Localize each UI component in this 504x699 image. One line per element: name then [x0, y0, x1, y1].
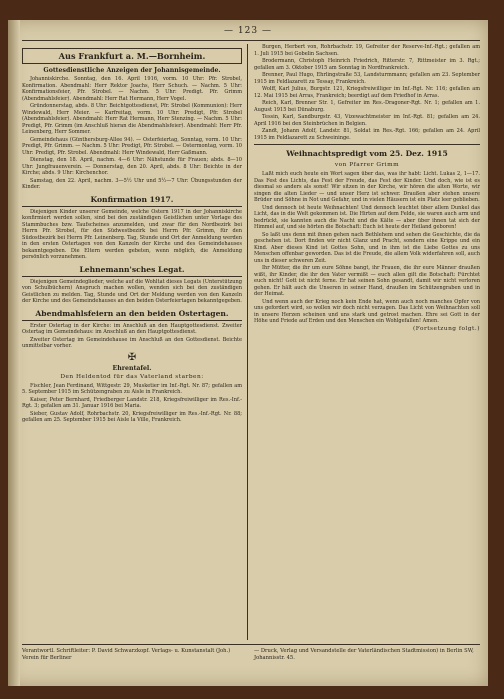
service-paragraph: Gründonnerstag, abds. 8 Uhr: Beichtgottesdienst, Pfr. Strobel (Kommunion): Herr Windewald, Herr Meier. — Karfreitag, vorm. 10 Uhr: Predigt, Pfr. Strobel (Abendmahlsfeier). Abendmahl: Herr Rat Hermann, Herr Stenzing. — Nachm. 5 Uhr: Predigt, Pfr. Grimm (im Anschluß hieran die Abendmahlsfeier). Abendmahl: Herr Pfr. Leinenberg, Herr Sommer.: [22, 103, 242, 135]
iron-cross-icon: ✠: [127, 351, 137, 363]
continuation-note: (Fortsetzung folgt.): [412, 325, 480, 332]
imprint-right: — Druck, Verlag und Versandstelle der Vaterländischen Stadtmission) in Berlin SW, Johannisstr. 45.: [254, 648, 474, 661]
legat-paragraph: Diejenigen Gemeindeglieder, welche auf die Wohltat dieses Legats (Unterstützung von Schulbüchern) Anspruch machen wollen, wenden sich bei den zuständigen Geistlichen zu melden. Tag, Stunde und Ort der Meldung werden von den Kanzeln der Kirche und des Gemeindehauses an den beiden Osterfeiertagen bekanntgegeben.: [22, 278, 242, 304]
sermon-paragraph: Und wenn auch der Krieg noch kein Ende hat, wenn auch noch manches Opfer von uns gefordert wird, so wollen wir doch nicht verzagen. Das Licht von Weihnachten soll in unsere Herzen scheinen und uns stark und getrost machen. Ehre sei Gott in der Höhe und Friede auf Erden und den Menschen ein Wohlgefallen! Amen.: [254, 298, 480, 324]
right-column: [254, 44, 480, 640]
fallen-soldier-entry: Wolff, Karl Julius, Burgstr. 121, Kriegsfreiwilliger im Inf.-Rgt. Nr. 116; gefallen am 12. Mai 1915 bei Arras, Frankreich; beerdigt auf dem Friedhof in Arras.: [254, 86, 480, 99]
fallen-soldier-entry: Kaiser, Peter Bernhard, Friedberger Landstr. 218, Kriegsfreiwilliger im Res.-Inf.-Rgt. 3; gefallen am 31. Januar 1916 bei Maria.: [22, 396, 242, 409]
ehrentafel-subtitle: Den Heldentod für das Vaterland starben:: [60, 373, 204, 380]
legat-title: Lehnemann'sches Legat.: [22, 265, 242, 277]
abendmahl-paragraph: Zweiter Ostertag im Gemeindehause im Anschluß an den Gottesdienst. Beichte unmittelbar vorher.: [22, 336, 242, 349]
fallen-soldier-entry: Tessin, Karl, Sandburgstr. 43, Vizewachtmeister im Inf.-Rgt. 81; gefallen am 24. April 1916 bei den Steinbrüchen in Belgien.: [254, 114, 480, 127]
service-paragraph: Gemeindehaus (Günthersburg-Allee 94). — Osterfeiertag, Sonntag, vorm. 10 Uhr: Predigt, Pfr. Grimm. — Nachm. 5 Uhr: Predigt, Pfr. Strobel. — Ostermontag, vorm. 10 Uhr: Predigt, Pfr. Strobel. Abendmahl: Herr Windewald, Herr Gaßmann.: [22, 136, 242, 156]
iron-cross-emblem: [22, 352, 242, 363]
fallen-soldier-entry: Fischler, Jean Ferdinand, Wittgestr. 29, Musketier im Inf.-Rgt. Nr. 87; gefallen am 5. September 1915 im Schützengraben zu Aisle in Frankreich.: [22, 382, 242, 395]
fallen-soldier-entry: Burgen, Herbert von, Rohrbachstr. 19, Gefreiter der Reserve-Inf.-Rgt.; gefallen am 1. Juli 1915 bei Gobelin Sachsen.: [254, 44, 480, 57]
page-number: — 123 —: [224, 26, 272, 36]
column-divider: [247, 44, 248, 640]
header-rule: [22, 40, 480, 41]
fallen-soldier-entry: Reich, Karl, Brenner Str. 1, Gefreiter im Res.-Dragoner-Rgt. Nr. 1; gefallen am 1. August 1915 bei Dünaburg.: [254, 100, 480, 113]
document-page: [8, 20, 488, 686]
service-paragraph: Samstag, den 22. April, nachm. 3—5½ Uhr und 5½—7 Uhr: Übungsstunden der Kinder.: [22, 177, 242, 190]
abendmahl-title: Abendmahlsfeiern an den beiden Ostertagen.: [22, 309, 242, 321]
sermon-title: Weihnachtspredigt vom 25. Dez. 1915: [286, 149, 448, 158]
left-column: [22, 44, 242, 640]
konfirmation-paragraph: Diejenigen Kinder unserer Gemeinde, welche Ostern 1917 in der Johanniskirche konfirmiert werden sollen, sind bei den zuständigen Geistlichen unter Vorlage des Stammbuches bzw. Taufscheines anzumelden, und zwar für den Nordbezirk bei Herrn Pfr. Strobel, für den Südwestbezirk bei Herrn Pfr. Grimm, für den Südostbezirk bei Herrn Pfr. Leinenberg. Tag, Stunde und Ort der Anmeldung werden in den ersten Ostertagen von den Kanzeln der Kirche und des Gemeindehauses bekanntgegeben. Die Eltern werden gebeten, wenn möglich, die Anmeldung persönlich vorzunehmen.: [22, 208, 242, 260]
ehrentafel-title: Ehrentafel.: [112, 364, 152, 372]
fallen-soldier-entry: Sieber, Gustav Adolf, Rohrbachstr. 20, Kriegsfreiwilliger im Res.-Inf.-Rgt. Nr. 88; gefallen am 25. September 1915 bei Aisle la Ville, Frankreich.: [22, 410, 242, 423]
service-paragraph: Dienstag, den 18. April, nachm. 4—6 Uhr: Nähstunde für Frauen; abds. 8—10 Uhr: Jungfrauenverein. — Donnerstag, den 20. April, abds. 8 Uhr: Beichte in der Kirche; abds. 9 Uhr: Kirchenchor.: [22, 157, 242, 176]
sermon-paragraph: Ihr Mütter, die ihr um eure Söhne bangt, ihr Frauen, die ihr eure Männer draußen wißt, ihr Kinder, die ihr den Vater vermißt — euch allen gilt die Botschaft: Fürchtet euch nicht! Gott ist nicht ferne. Er hat seinen Sohn gesandt, damit wir nicht verloren gehen. Er hält auch die Unseren in seiner Hand, draußen im Schützengraben und in der Heimat.: [254, 265, 480, 297]
imprint-left: Verantwortl. Schriftleiter: P. David Schwarzkopf. Verlags- u. Kunstanstalt (Joh.) Verein für Berliner: [22, 648, 231, 661]
services-title: Gottesdienstliche Anzeigen der Johannisgemeinde.: [43, 67, 221, 74]
service-paragraph: Johanniskirche. Sonntag, den 16. April 1916, vorm. 10 Uhr: Pfr. Strobel, Konfirmation. Abendmahl: Herr Rektor Joachs, Herr Schuch. — Nachm. 5 Uhr: Konfirmationsfeier, Pfr. Strobel. — Nachm. 5 Uhr: Predigt. Pfr. Grimm (Abendmahlsfeier). Abendmahl: Herr Rat Hermann, Herr Vogel.: [22, 76, 242, 102]
fallen-soldier-entry: Brenner, Paul Hugo, Ehrlingstraße 53, Landsturmmann; gefallen am 23. September 1915 im Feldlazarett zu Tessay, Frankreich.: [254, 72, 480, 85]
konfirmation-title: Konfirmation 1917.: [22, 195, 242, 207]
page-binding-shadow: [8, 20, 20, 686]
sermon-author: von Pfarrer Grimm: [334, 162, 400, 168]
imprint-footer: [22, 644, 480, 661]
abendmahl-paragraph: Erster Ostertag in der Kirche: im Anschluß an den Hauptgottesdienst. Zweiter Ostertag im Gemeindehaus: im Anschluß an den Hauptgottesdienst.: [22, 322, 242, 335]
fallen-soldier-entry: Zandt, Johann Adolf, Landstr. 81, Soldat im Res.-Rgt. 166; gefallen am 24. April 1915 im Feldlazarett zu Schweininge.: [254, 128, 480, 141]
sermon-paragraph: So laßt uns denn mit ihnen gehen nach Bethlehem und sehen die Geschichte, die da geschehen ist. Dort finden wir nicht Glanz und Pracht, sondern eine Krippe und ein Kind. Aber dieses Kind ist Gottes Sohn, und in ihm ist die Liebe Gottes zu uns Menschen offenbar geworden. Das ist die Freude, die allem Volk widerfahren soll, auch uns in dieser schweren Zeit.: [254, 231, 480, 264]
fallen-soldier-entry: Brodermann, Christoph Heinrich Friedrich, Ritterstr. 7, Rittmeister im 3. Rgt.; gefallen am 3. Oktober 1915 am Sonntag in Nordfrankreich.: [254, 58, 480, 71]
sermon-paragraph: Und dennoch ist heute Weihnachten! Und dennoch leuchtet über allem Dunkel das Licht, das in die Welt gekommen ist. Die Hirten auf dem Felde, sie waren auch arm und bedrückt, sie kannten auch die Nacht und die Kälte — aber über ihnen tat sich der Himmel auf, und sie hörten die Botschaft: Euch ist heute der Heiland geboren!: [254, 204, 480, 230]
sermon-paragraph: Laßt mich euch heute ein Wort sagen über das, was ihr habt: Licht. Lukas 2, 1—17. Das Fest des Lichts, das Fest der Freude, das Fest der Kinder. Und doch, wie ist es diesmal so anders als sonst! Wir sitzen in der Kirche, wir hören die alten Worte, wir singen die alten Lieder — und unser Herz ist schwer. Draußen aber stehen unsere Brüder und Söhne in Not und Gefahr, und in vielen Häusern ist ein Platz leer geblieben.: [254, 171, 480, 203]
section-rule: [254, 144, 480, 145]
section-heading-bornheim: Aus Frankfurt a. M.—Bornheim.: [22, 48, 242, 64]
